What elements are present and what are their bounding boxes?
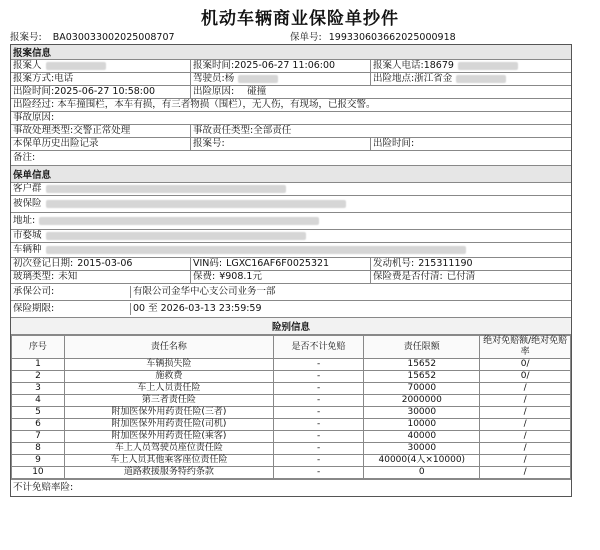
customer-group-row: [11, 183, 571, 196]
row-limit: 10000: [364, 419, 480, 431]
row-limit: 70000: [364, 383, 480, 395]
premium-cell: [191, 271, 371, 283]
table-row: [12, 443, 571, 455]
period-label-cell: [11, 303, 131, 315]
vehicle-type-cell: [11, 244, 571, 256]
row-coverage: 附加医保外用药责任险(三者): [64, 407, 273, 419]
vin-value: LGXC16AF6F0025321: [226, 258, 330, 269]
period-value-cell: [131, 303, 571, 315]
history-time-cell: [371, 138, 571, 150]
insurer-label: 承保公司:: [13, 286, 55, 297]
report-method-value: 电话: [54, 73, 74, 84]
row-index: 6: [12, 419, 65, 431]
period-row: [11, 301, 571, 318]
row-index: 9: [12, 455, 65, 467]
row-coverage: 车辆损失险: [64, 359, 273, 371]
vehicle-type-row: [11, 243, 571, 258]
row-limit: 15652: [364, 359, 480, 371]
accident-place-label: 出险地点:: [373, 73, 415, 84]
handling-label: 事故处理类型:: [13, 125, 74, 136]
row-coverage: 道路救援服务特约条款: [64, 467, 273, 479]
row-index: 1: [12, 359, 65, 371]
first-reg-label: 初次登记日期:: [13, 258, 74, 269]
paid-label: 保险费是否付清:: [373, 271, 443, 282]
redacted-vehicle-type: [46, 246, 466, 254]
row-deductible-waiver: -: [273, 383, 364, 395]
col-limit: 责任限额: [364, 336, 480, 359]
redacted-city: [46, 232, 306, 240]
table-row: [12, 371, 571, 383]
row-deductible: /: [480, 419, 571, 431]
insurer-value: 有限公司金华中心支公司业务一部: [133, 286, 276, 297]
insured-row: [11, 196, 571, 213]
report-time-value: 2025-06-27 11:06:00: [234, 60, 336, 71]
risk-table-body: [12, 359, 571, 479]
accident-time-label: 出险时间:: [13, 86, 55, 97]
history-report-cell: [191, 138, 371, 150]
cause-row: [11, 112, 571, 125]
table-row: [12, 467, 571, 479]
premium-value: ¥908.1元: [219, 271, 262, 282]
glass-cell: [11, 271, 191, 283]
history-time-label: 出险时间:: [373, 138, 415, 149]
document-title: 机动车辆商业保险单抄件: [201, 9, 399, 29]
engine-cell: [371, 258, 571, 270]
row-deductible: /: [480, 383, 571, 395]
city-row: [11, 230, 571, 243]
liability-value: 全部责任: [253, 125, 292, 136]
report-time-label: 报案时间:: [193, 60, 235, 71]
no-deductible-label: 不计免赔率险:: [13, 482, 74, 493]
registration-row: [11, 258, 571, 271]
table-row: [12, 383, 571, 395]
insured-label: 被保险: [13, 198, 42, 209]
row-deductible: /: [480, 443, 571, 455]
row-coverage: 附加医保外用药责任险(司机): [64, 419, 273, 431]
row-index: 5: [12, 407, 65, 419]
row-deductible: /: [480, 431, 571, 443]
policy-heading-text: 保单信息: [13, 170, 52, 181]
report-number-value: BA030033002025008707: [52, 32, 175, 43]
row-deductible-waiver: -: [273, 371, 364, 383]
row-deductible-waiver: -: [273, 407, 364, 419]
row-deductible-waiver: -: [273, 431, 364, 443]
risk-footer: [11, 479, 571, 496]
report-number-label: 报案号:: [10, 32, 42, 43]
row-deductible-waiver: -: [273, 443, 364, 455]
liability-label: 事故责任类型:: [193, 125, 254, 136]
report-method-label: 报案方式:: [13, 73, 55, 84]
table-row: [12, 407, 571, 419]
col-deductible-waiver: 是否不计免赔: [273, 336, 364, 359]
risk-heading-text: 险别信息: [271, 322, 310, 333]
accident-time-value: 2025-06-27 10:58:00: [54, 86, 156, 97]
row-limit: 15652: [364, 371, 480, 383]
row-coverage: 车上人员其他乘客座位责任险: [64, 455, 273, 467]
redacted-place: [456, 75, 506, 83]
cause-cell: [11, 112, 571, 124]
reporter-cell: [11, 60, 191, 72]
accident-place-cell: [371, 73, 571, 85]
reporter-phone-value: 18679: [423, 60, 454, 71]
history-label: 本保单历史出险记录: [13, 138, 99, 149]
row-index: 10: [12, 467, 65, 479]
col-deductible: 绝对免赔额/绝对免赔率: [480, 336, 571, 359]
glass-value: 未知: [58, 271, 78, 282]
vehicle-type-label: 车辆种: [13, 244, 42, 255]
address-row: [11, 213, 571, 230]
driver-value: 杨: [224, 73, 235, 84]
city-cell: [11, 230, 571, 242]
redacted-phone: [458, 62, 518, 70]
row-coverage: 车上人员驾驶员座位责任险: [64, 443, 273, 455]
row-index: 7: [12, 431, 65, 443]
report-section-heading: [11, 45, 571, 60]
remark-label: 备注:: [13, 152, 36, 163]
row-coverage: 车上人员责任险: [64, 383, 273, 395]
row-limit: 0: [364, 467, 480, 479]
table-row: [12, 359, 571, 371]
insured-cell: [11, 198, 571, 210]
process-row: [11, 99, 571, 112]
row-deductible-waiver: -: [273, 359, 364, 371]
row-deductible: /: [480, 467, 571, 479]
report-time-cell: [191, 60, 371, 72]
risk-section-heading: [11, 318, 571, 335]
insurer-value-cell: [131, 286, 571, 298]
row-limit: 2000000: [364, 395, 480, 407]
table-row: [12, 431, 571, 443]
table-row: [12, 395, 571, 407]
report-heading-text: 报案信息: [13, 48, 52, 59]
row-coverage: 第三者责任险: [64, 395, 273, 407]
report-method-cell: [11, 73, 191, 85]
address-label: 地址:: [13, 215, 36, 226]
accident-time-row: [11, 86, 571, 99]
table-row: [12, 419, 571, 431]
driver-cell: [191, 73, 371, 85]
row-deductible: /: [480, 395, 571, 407]
col-index: 序号: [12, 336, 65, 359]
risk-table-header: [12, 336, 571, 359]
customer-group-cell: [11, 183, 571, 195]
policy-number-value: 19933060366202500091​8: [328, 32, 456, 43]
redacted-address: [39, 217, 319, 225]
liability-cell: [191, 125, 571, 137]
process-label: 出险经过:: [13, 99, 55, 110]
row-deductible: 0/: [480, 359, 571, 371]
address-cell: [11, 215, 571, 227]
col-coverage: 责任名称: [64, 336, 273, 359]
policy-number-label: 保单号:: [290, 32, 322, 43]
period-label: 保险期限:: [13, 303, 55, 314]
engine-label: 发动机号:: [373, 258, 415, 269]
first-reg-value: 2015-03-06: [77, 258, 133, 269]
redacted-reporter: [46, 62, 106, 70]
row-deductible-waiver: -: [273, 395, 364, 407]
process-cell: [11, 99, 571, 111]
history-cell: [11, 138, 191, 150]
accident-reason-value: 碰撞: [247, 86, 267, 97]
policy-section-heading: [11, 166, 571, 183]
glass-label: 玻璃类型:: [13, 271, 55, 282]
accident-reason-label: 出险原因:: [193, 86, 235, 97]
reporter-phone-cell: [371, 60, 571, 72]
customer-group-label: 客户群: [13, 183, 42, 194]
row-coverage: 施救费: [64, 371, 273, 383]
paid-value: 已付清: [446, 271, 476, 282]
row-index: 3: [12, 383, 65, 395]
period-value: 00 至 2026-03-13 23:59:59: [133, 303, 262, 314]
row-limit: 40000: [364, 431, 480, 443]
vin-cell: [191, 258, 371, 270]
row-deductible: /: [480, 455, 571, 467]
row-coverage: 附加医保外用药责任险(乘客): [64, 431, 273, 443]
history-report-label: 报案号:: [193, 138, 225, 149]
reporter-phone-label: 报案人电话:: [373, 60, 424, 71]
insurer-row: [11, 284, 571, 301]
redacted-insured: [46, 200, 346, 208]
premium-label: 保费:: [193, 271, 216, 282]
handling-value: 交警正常处理: [73, 125, 131, 136]
history-row: [11, 138, 571, 151]
redacted-driver: [238, 75, 278, 83]
paid-cell: [371, 271, 571, 283]
driver-label: 驾驶员:: [193, 73, 225, 84]
row-limit: 30000: [364, 443, 480, 455]
row-deductible-waiver: -: [273, 467, 364, 479]
policy-number: [290, 29, 456, 43]
first-reg-cell: [11, 258, 191, 270]
row-deductible: /: [480, 407, 571, 419]
remark-cell: [11, 152, 571, 164]
row-deductible: 0/: [480, 371, 571, 383]
redacted-customer-group: [46, 185, 286, 193]
row-deductible-waiver: -: [273, 419, 364, 431]
report-number: [10, 29, 175, 43]
table-row: [12, 455, 571, 467]
accident-place-value: 浙江省金: [414, 73, 453, 84]
process-value: 本车撞围栏，本车有损，有三者物损（围栏），无人伤，有现场，已报交警。: [57, 99, 376, 110]
row-index: 4: [12, 395, 65, 407]
row-index: 8: [12, 443, 65, 455]
row-deductible-waiver: -: [273, 455, 364, 467]
glass-row: [11, 271, 571, 284]
policy-sheet: [10, 44, 572, 497]
city-label: 市婺城: [13, 230, 42, 241]
handling-cell: [11, 125, 191, 137]
accident-reason-cell: [191, 86, 571, 98]
handling-row: [11, 125, 571, 138]
cause-label: 事故原因:: [13, 112, 55, 123]
accident-time-cell: [11, 86, 191, 98]
row-limit: 40000(4人×10000): [364, 455, 480, 467]
reporter-label: 报案人: [13, 60, 42, 71]
row-limit: 30000: [364, 407, 480, 419]
row-index: 2: [12, 371, 65, 383]
risk-table: [11, 335, 571, 479]
insurer-label-cell: [11, 286, 131, 298]
vin-label: VIN码:: [193, 258, 223, 269]
engine-value: 215311190: [418, 258, 473, 269]
remark-row: [11, 151, 571, 166]
reporter-row: [11, 60, 571, 73]
report-method-row: [11, 73, 571, 86]
